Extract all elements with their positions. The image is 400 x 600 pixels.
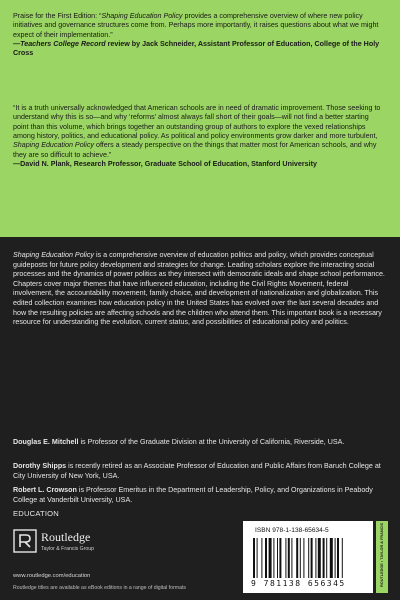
praise-attribution-1: —Teachers College Record review by Jack Schneider, Assistant Professor of Education, College of the Holy Cross bbox=[13, 40, 380, 58]
author-name: Robert L. Crowson bbox=[13, 486, 77, 494]
subject-category: EDUCATION bbox=[13, 509, 59, 518]
publisher-name: Routledge bbox=[41, 530, 91, 544]
praise-heading: Praise for the First Edition: bbox=[13, 12, 98, 20]
book-description: Shaping Education Policy is a comprehensive overview of education politics and policy, which provides conceptual guideposts for future policy development and strategies for change. Leading scholars explore the interacting social processes and the dynamics of power politics as they intersect with democratic ideals and shape school performance. Chapters cover major themes that have influenced education, including the Civil Rights Movement, federal involvement, the accountability movement, family choice, and development of nationalization and globalization. This edited collection examines how education policy in the United States has evolved over the last several decades and how the resulting policies are affecting schools and the children who attend them. This important book is a necessary resource for understanding the evolution, current status, and possibilities of educational policy and politics. bbox=[13, 251, 385, 327]
publisher-logo bbox=[13, 528, 123, 556]
barcode-digits: 9 781138 656345 bbox=[251, 579, 346, 588]
barcode-graphic bbox=[253, 538, 365, 578]
description-section bbox=[0, 237, 400, 600]
publisher-group: Taylor & Francis Group bbox=[41, 546, 95, 552]
author-bio-1: Douglas E. Mitchell is Professor of the Graduate Division at the University of California, Riverside, USA. bbox=[13, 438, 345, 446]
author-bio-2: Dorothy Shipps is recently retired as an Associate Professor of Education and Public Affairs from Baruch College at City University of New York, USA. bbox=[13, 462, 381, 480]
author-bio-3: Robert L. Crowson is Professor Emeritus in the Department of Leadership, Policy, and Organizations in Peabody College at Vanderbilt University, USA. bbox=[13, 486, 373, 504]
praise-section bbox=[0, 0, 400, 237]
isbn-label: ISBN 978-1-138-65634-5 bbox=[255, 527, 329, 534]
author-name: Douglas E. Mitchell bbox=[13, 438, 79, 446]
praise-quote-1: Praise for the First Edition: “Shaping Education Policy provides a comprehensive overview of where new policy initiatives and governance structures come from. Perhaps more importantly, it raises questions about what we might expect of their implementation.” —Teachers College Record review by Jack Schneider, Assistant Professor of Education, College of the Holy Cross bbox=[13, 12, 380, 58]
author-name: Dorothy Shipps bbox=[13, 462, 67, 470]
publisher-badge: ROUTLEDGE • TAYLOR & FRANCIS bbox=[376, 521, 388, 593]
praise-attribution-2: —David N. Plank, Research Professor, Graduate School of Education, Stanford University bbox=[13, 160, 317, 169]
publisher-url: www.routledge.com/education bbox=[13, 573, 91, 579]
praise-quote-2: “It is a truth universally acknowledged that American schools are in need of dramatic improvement. Those seeking to understand why this is so—and why ‘reforms’ almost always fall short of their goals—will not find a better starting point than this volume, which brings together an outstanding group of authors to explore the vexed relationships among history, politics, and educational policy. As political and policy environments grow darker and more turbulent, Shaping Education Policy offers a steady perspective on the things that matter most for American schools, and why they are so difficult to achieve.” —David N. Plank, Research Professor, Graduate School of Education, Stanford University bbox=[13, 104, 381, 169]
routledge-r-icon bbox=[13, 529, 37, 553]
ebook-note: Routledge titles are available as eBook editions in a range of digital formats bbox=[13, 585, 187, 591]
barcode-block bbox=[243, 521, 373, 593]
